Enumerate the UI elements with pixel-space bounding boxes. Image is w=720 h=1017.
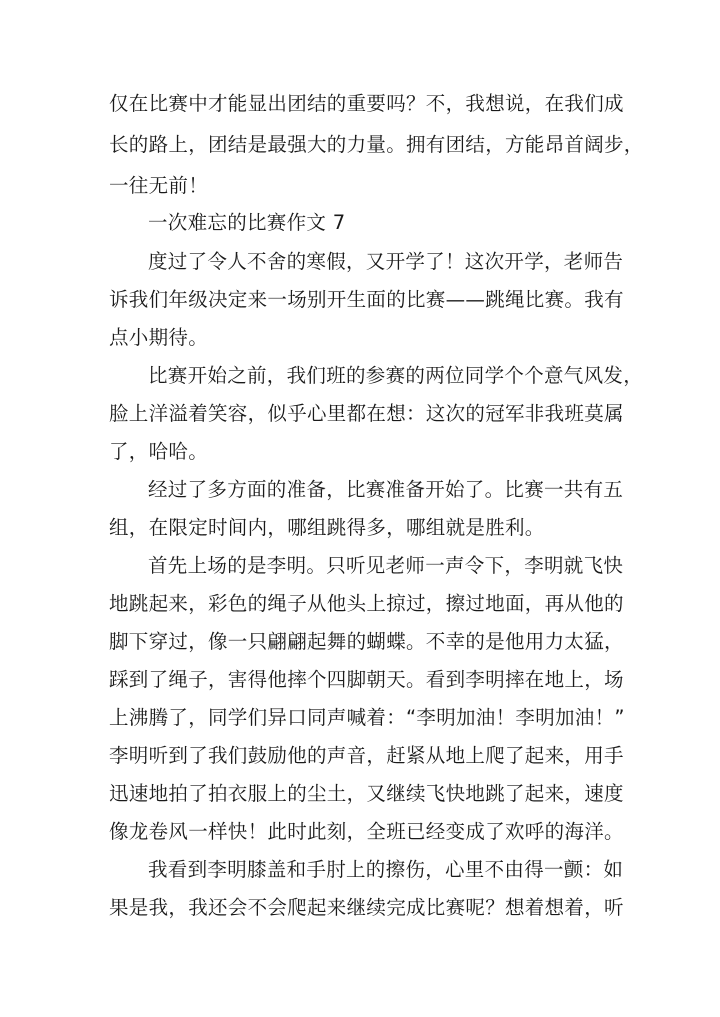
paragraph-line: 首先上场的是李明。只听见老师一声令下，李明就飞快 (148, 554, 624, 577)
paragraph-line: 脚下穿过，像一只翩翩起舞的蝴蝶。不幸的是他用力太猛， (109, 630, 624, 653)
paragraph-line: 诉我们年级决定来一场别开生面的比赛——跳绳比赛。我有 (109, 288, 624, 311)
paragraph-line: 一往无前！ (109, 174, 209, 197)
paragraph-line: 度过了令人不舍的寒假，又开学了！这次开学，老师告 (148, 250, 624, 273)
paragraph-line: 李明听到了我们鼓励他的声音，赶紧从地上爬了起来，用手 (109, 744, 624, 767)
section-heading: 一次难忘的比赛作文 7 (148, 211, 346, 234)
paragraph-line: 了，哈哈。 (109, 440, 209, 463)
paragraph-line: 地跳起来，彩色的绳子从他头上掠过，擦过地面，再从他的 (109, 592, 624, 615)
paragraph-line: 比赛开始之前，我们班的参赛的两位同学个个意气风发， (148, 364, 644, 387)
paragraph-line: 长的路上，团结是最强大的力量。拥有团结，方能昂首阔步， (109, 133, 644, 156)
paragraph-line: 脸上洋溢着笑容，似乎心里都在想：这次的冠军非我班莫属 (109, 402, 624, 425)
paragraph-line: 上沸腾了，同学们异口同声喊着：“李明加油！李明加油！” (109, 706, 625, 729)
paragraph-line: 仅在比赛中才能显出团结的重要吗？不，我想说，在我们成 (109, 92, 624, 115)
paragraph-line: 迅速地拍了拍衣服上的尘土，又继续飞快地跳了起来，速度 (109, 782, 624, 805)
paragraph-line: 踩到了绳子，害得他摔个四脚朝天。看到李明摔在地上，场 (109, 668, 624, 691)
paragraph-line: 点小期待。 (109, 326, 209, 349)
paragraph-line: 经过了多方面的准备，比赛准备开始了。比赛一共有五 (148, 478, 624, 501)
paragraph-line: 像龙卷风一样快！此时此刻，全班已经变成了欢呼的海洋。 (109, 820, 624, 843)
paragraph-line: 组，在限定时间内，哪组跳得多，哪组就是胜利。 (109, 516, 545, 539)
paragraph-line: 我看到李明膝盖和手肘上的擦伤，心里不由得一颤：如 (148, 858, 624, 881)
paragraph-line: 果是我，我还会不会爬起来继续完成比赛呢？想着想着，听 (109, 896, 624, 919)
